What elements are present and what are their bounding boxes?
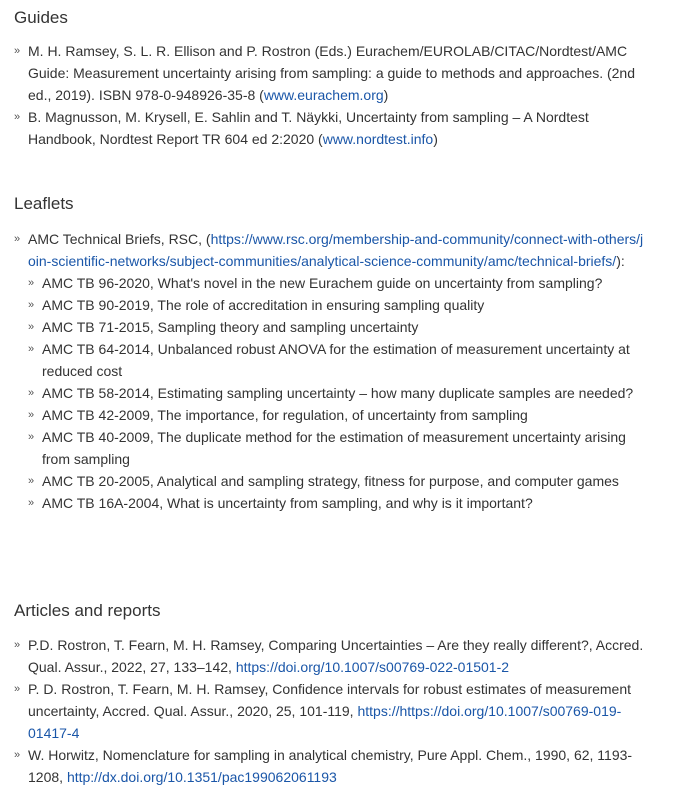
leaflet-item: » AMC TB 71-2015, Sampling theory and sampling uncertainty xyxy=(0,316,650,338)
bullet-icon: » xyxy=(28,409,35,421)
guide-item-2: » B. Magnusson, M. Krysell, E. Sahlin and T. Näykki, Uncertainty from sampling – A Nordtest Handbook, Nordtest Report TR 604 ed 2:2020 (www.nordtest.info) xyxy=(0,106,640,150)
bullet-icon: » xyxy=(28,387,35,399)
bullet-icon: » xyxy=(28,497,35,509)
bullet-icon: » xyxy=(28,431,35,443)
bullet-icon: » xyxy=(28,299,35,311)
leaflets-heading: Leaflets xyxy=(14,194,74,213)
article-link-3[interactable]: http://dx.doi.org/10.1351/pac199062061193 xyxy=(66,769,337,785)
leaflets-list xyxy=(0,228,650,514)
article-item-3: » W. Horwitz, Nomenclature for sampling in analytical chemistry, Pure Appl. Chem., 1990, 62, 1193-1208, http://dx.doi.org/10.1351/pac199062061193 xyxy=(0,744,650,788)
bullet-icon: » xyxy=(14,639,21,651)
leaflet-main-item: » AMC Technical Briefs, RSC, (https://www.rsc.org/membership-and-community/connect-with-others/join-scientific-networks/subject-communities/analytical-science-community/amc/technical-briefs/): xyxy=(0,228,650,272)
leaflet-item: » AMC TB 20-2005, Analytical and sampling strategy, fitness for purpose, and computer games xyxy=(0,470,650,492)
bullet-icon: » xyxy=(28,321,35,333)
article-item-2: » P. D. Rostron, T. Fearn, M. H. Ramsey, Confidence intervals for robust estimates of measurement uncertainty, Accred. Qual. Assur., 2020, 25, 101-119, https://https://doi.org/10.1007/s00769-019-01417-4 xyxy=(0,678,650,744)
bullet-icon: » xyxy=(14,749,21,761)
guide-item-1: » M. H. Ramsey, S. L. R. Ellison and P. Rostron (Eds.) Eurachem/EUROLAB/CITAC/Nordtest/AMC Guide: Measurement uncertainty arising from sampling: a guide to methods and approaches. (2nd ed., 2019). ISBN 978-0-948926-35-8 (www.eurachem.org) xyxy=(0,40,640,106)
bullet-icon: » xyxy=(28,277,35,289)
bullet-icon: » xyxy=(28,475,35,487)
bullet-icon: » xyxy=(28,343,35,355)
bullet-icon: » xyxy=(14,683,21,695)
bullet-icon: » xyxy=(14,111,21,123)
leaflet-item: » AMC TB 64-2014, Unbalanced robust ANOVA for the estimation of measurement uncertainty at reduced cost xyxy=(0,338,650,382)
bullet-icon: » xyxy=(14,45,21,57)
leaflet-item: » AMC TB 42-2009, The importance, for regulation, of uncertainty from sampling xyxy=(0,404,650,426)
leaflet-item: » AMC TB 96-2020, What's novel in the new Eurachem guide on uncertainty from sampling? xyxy=(0,272,650,294)
articles-list xyxy=(0,634,650,788)
leaflet-item: » AMC TB 16A-2004, What is uncertainty from sampling, and why is it important? xyxy=(0,492,650,514)
article-item-1: » P.D. Rostron, T. Fearn, M. H. Ramsey, Comparing Uncertainties – Are they really different?, Accred. Qual. Assur., 2022, 27, 133–142, https://doi.org/10.1007/s00769-022-01501-2 xyxy=(0,634,650,678)
article-link-1[interactable]: https://doi.org/10.1007/s00769-022-01501-2 xyxy=(235,659,510,675)
articles-heading: Articles and reports xyxy=(14,601,161,620)
leaflet-item: » AMC TB 58-2014, Estimating sampling uncertainty – how many duplicate samples are needed? xyxy=(0,382,650,404)
bullet-icon: » xyxy=(14,233,21,245)
leaflet-item: » AMC TB 40-2009, The duplicate method for the estimation of measurement uncertainty arising from sampling xyxy=(0,426,650,470)
leaflet-item: » AMC TB 90-2019, The role of accreditation in ensuring sampling quality xyxy=(0,294,650,316)
guide-link-eurachem[interactable]: www.eurachem.org xyxy=(263,87,384,103)
rsc-technical-briefs-link[interactable]: https://www.rsc.org/membership-and-community/connect-with-others/join-scientific-networks/subject-communities/analytical-science-community/amc/technical-briefs/ xyxy=(28,231,644,269)
guides-list xyxy=(0,40,640,150)
guides-heading: Guides xyxy=(14,8,68,27)
guide-link-nordtest[interactable]: www.nordtest.info xyxy=(322,131,434,147)
article-link-2[interactable]: https://https://doi.org/10.1007/s00769-019-01417-4 xyxy=(28,703,622,741)
